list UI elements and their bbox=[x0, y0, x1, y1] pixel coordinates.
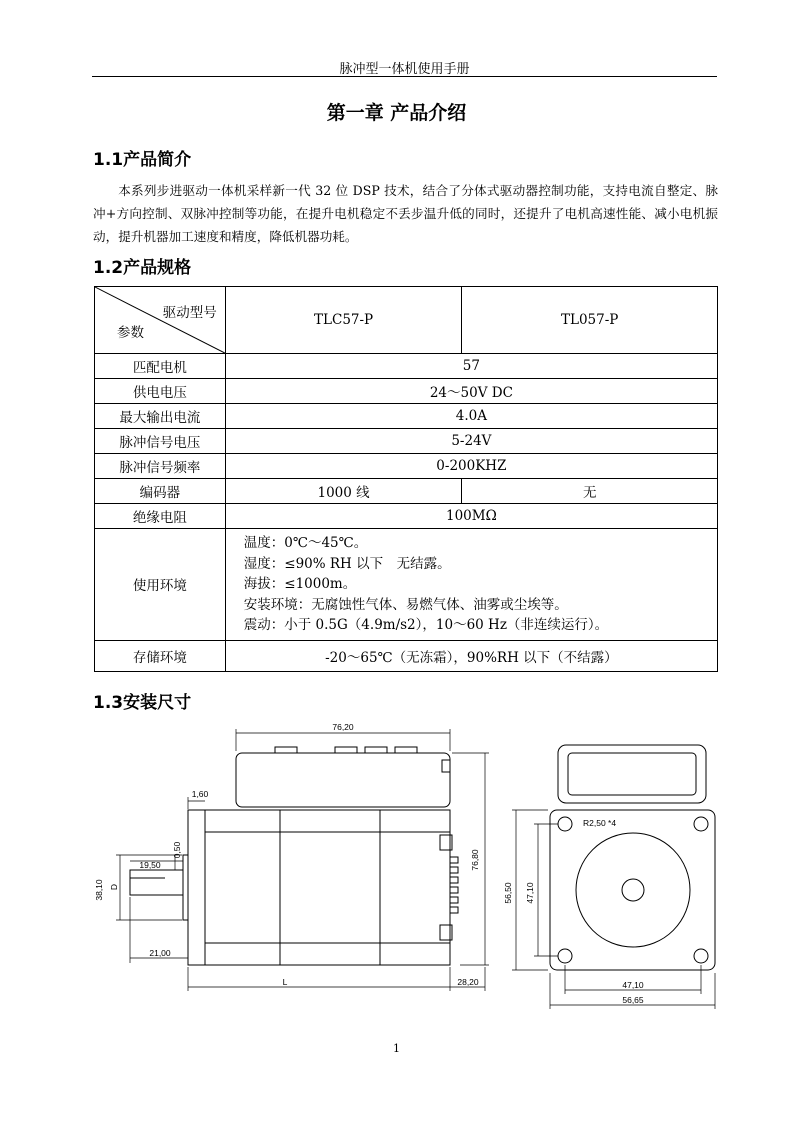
row-value: 0-200KHZ bbox=[225, 454, 717, 479]
intro-paragraph bbox=[93, 179, 718, 248]
driver-cap bbox=[236, 753, 450, 807]
header-rule bbox=[92, 76, 717, 77]
row-value: 4.0A bbox=[225, 404, 717, 429]
table-row bbox=[95, 429, 718, 454]
row-label: 编码器 bbox=[95, 479, 226, 504]
row-value: 24～50V DC bbox=[225, 379, 717, 404]
row-value: -20～65℃（无冻霜），90%RH 以下（不结露） bbox=[225, 640, 717, 671]
mount-hole bbox=[694, 817, 708, 831]
mount-hole bbox=[558, 949, 572, 963]
dim-shaft-flat-len: 19,50 bbox=[139, 860, 161, 870]
dim-total-height: 76,80 bbox=[470, 849, 480, 871]
table-row bbox=[95, 640, 718, 671]
front-shaft bbox=[622, 879, 644, 901]
shaft bbox=[130, 870, 183, 895]
front-boss bbox=[576, 833, 690, 947]
motor-body bbox=[205, 810, 450, 965]
chapter-title: 第一章 产品介绍 bbox=[326, 102, 467, 124]
row-label: 存储环境 bbox=[95, 640, 226, 671]
corner-bottom-label: 参数 bbox=[117, 325, 144, 341]
table-row bbox=[95, 479, 718, 504]
model-cell-1: TLC57-P bbox=[225, 287, 462, 354]
model-cell-2: TL057-P bbox=[462, 287, 718, 354]
row-value: 57 bbox=[225, 354, 717, 379]
front-dimension-labels bbox=[503, 818, 644, 1005]
side-dimension-labels bbox=[94, 722, 480, 987]
env-line: 温度：0℃～45℃。 bbox=[243, 535, 368, 551]
dim-corner-radius: R2,50 *4 bbox=[583, 818, 617, 828]
intro-text: 本系列步进驱动一体机采样新一代 32 位 DSP 技术，结合了分体式驱动器控制功能，支持电流自整定、脉冲+方向控制、双脉冲控制等功能，在提升电机稳定不丢步温升低的同时，还提升了电机高速性能、减小电机振动，提升机器加工速度和精度，降低机器功耗。 bbox=[93, 183, 718, 244]
dim-hole-spacing-v: 47,10 bbox=[525, 882, 535, 904]
table-row bbox=[95, 529, 718, 641]
section-title-intro: 1.1产品简介 bbox=[93, 150, 192, 170]
dim-flat: 0,50 bbox=[172, 841, 182, 859]
table-row bbox=[95, 404, 718, 429]
row-label: 脉冲信号电压 bbox=[95, 429, 226, 454]
table-row bbox=[95, 454, 718, 479]
env-line: 湿度：≤90% RH 以下 无结露。 bbox=[243, 555, 451, 572]
dimension-drawing bbox=[90, 715, 730, 1015]
row-value: 1000 线 bbox=[225, 479, 462, 504]
table-row bbox=[95, 354, 718, 379]
section-title-dimensions: 1.3安装尺寸 bbox=[93, 693, 192, 713]
dim-hole-spacing-h: 47,10 bbox=[622, 980, 644, 990]
mount-hole bbox=[558, 817, 572, 831]
environment-cell bbox=[225, 529, 717, 641]
dim-flange-width: 56,65 bbox=[622, 995, 644, 1005]
row-label: 供电电压 bbox=[95, 379, 226, 404]
row-label: 脉冲信号频率 bbox=[95, 454, 226, 479]
row-label: 最大输出电流 bbox=[95, 404, 226, 429]
corner-cell bbox=[95, 287, 226, 354]
dim-driver-len: 28,20 bbox=[457, 977, 479, 987]
page-number: 1 bbox=[393, 1042, 400, 1055]
side-dimensions bbox=[116, 729, 489, 991]
env-line: 震动：小于 0.5G（4.9m/s2），10～60 Hz（非连续运行）。 bbox=[243, 617, 609, 633]
dim-boss-dia: 38,10 bbox=[94, 879, 104, 901]
front-driver-cap bbox=[558, 745, 706, 803]
env-line: 安装环境：无腐蚀性气体、易燃气体、油雾或尘埃等。 bbox=[243, 596, 568, 613]
table-row bbox=[95, 504, 718, 529]
row-value: 5-24V bbox=[225, 429, 717, 454]
row-label: 匹配电机 bbox=[95, 354, 226, 379]
flange bbox=[188, 810, 205, 965]
row-value: 100MΩ bbox=[225, 504, 717, 529]
table-row bbox=[95, 379, 718, 404]
spec-table bbox=[94, 286, 718, 672]
row-value: 无 bbox=[462, 479, 718, 504]
front-dimensions bbox=[512, 810, 715, 1009]
dim-body-len: L bbox=[282, 977, 288, 987]
env-line: 海拔：≤1000m。 bbox=[243, 576, 357, 592]
dim-shaft-d: D bbox=[109, 883, 119, 891]
dim-flange-side: 56,50 bbox=[503, 882, 513, 904]
section-title-spec: 1.2产品规格 bbox=[93, 258, 192, 278]
dim-shoulder: 1,60 bbox=[191, 789, 209, 799]
row-label: 绝缘电阻 bbox=[95, 504, 226, 529]
row-label: 使用环境 bbox=[95, 529, 226, 641]
dim-shaft-len: 21,00 bbox=[149, 948, 171, 958]
page-header: 脉冲型一体机使用手册 bbox=[339, 62, 470, 77]
boss bbox=[183, 855, 188, 920]
corner-top-label: 驱动型号 bbox=[162, 305, 217, 321]
table-header-row bbox=[95, 287, 718, 354]
front-view bbox=[550, 745, 715, 970]
mount-hole bbox=[694, 949, 708, 963]
dim-top-width: 76,20 bbox=[332, 722, 354, 732]
